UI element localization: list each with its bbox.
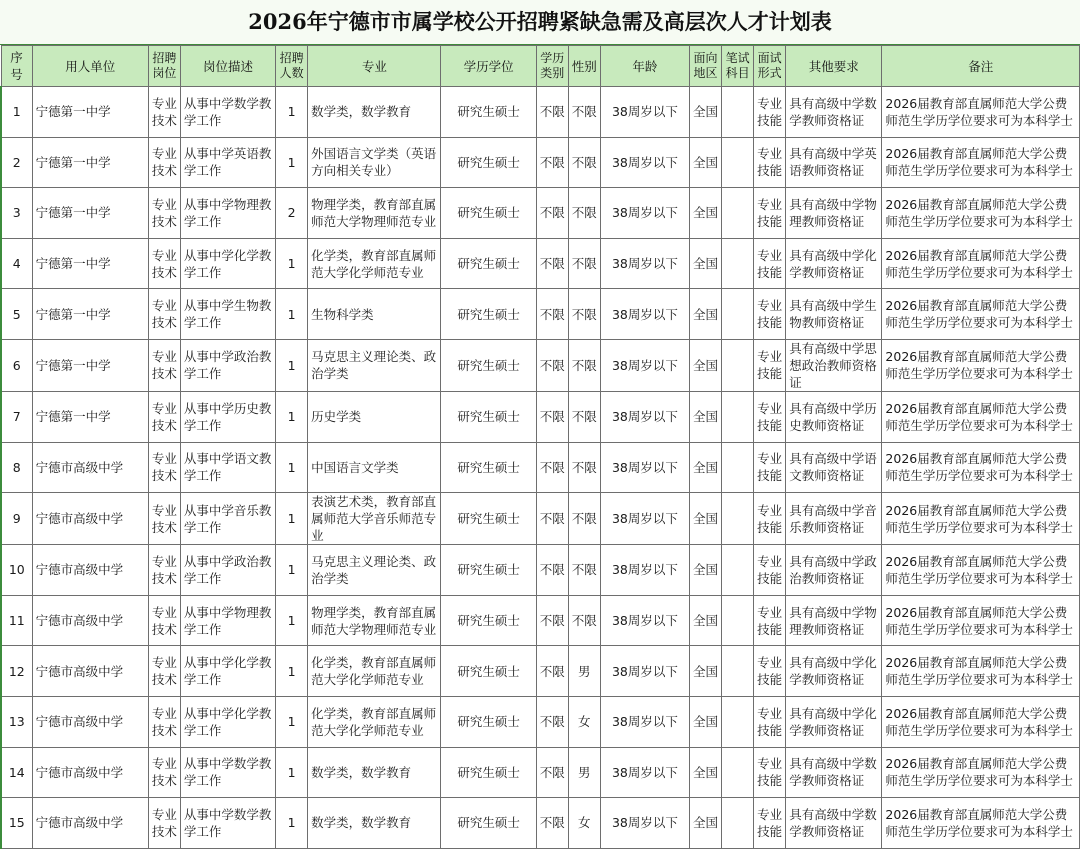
degree-category-cell: 不限 — [536, 493, 568, 545]
other-requirements-cell: 具有高级中学物理教师资格证 — [786, 188, 882, 239]
remarks-cell: 2026届教育部直属师范大学公费师范生学历学位要求可为本科学士 — [882, 595, 1080, 646]
age-cell: 38周岁以下 — [600, 238, 689, 289]
header-cell: 序号 — [1, 46, 32, 87]
major-cell: 表演艺术类，教育部直属师范大学音乐师范专业 — [308, 493, 441, 545]
interview-type-cell: 专业技能 — [754, 238, 786, 289]
gender-cell: 不限 — [568, 493, 600, 545]
age-cell: 38周岁以下 — [600, 493, 689, 545]
employer-cell: 宁德第一中学 — [32, 188, 148, 239]
interview-type-cell: 专业技能 — [754, 391, 786, 442]
headcount-cell: 1 — [276, 646, 308, 697]
remarks-cell: 2026届教育部直属师范大学公费师范生学历学位要求可为本科学士 — [882, 87, 1080, 138]
region-cell: 全国 — [690, 798, 722, 849]
gender-cell: 不限 — [568, 289, 600, 340]
age-cell: 38周岁以下 — [600, 747, 689, 798]
age-cell: 38周岁以下 — [600, 339, 689, 391]
header-cell: 其他要求 — [786, 46, 882, 87]
gender-cell: 不限 — [568, 391, 600, 442]
region-cell: 全国 — [690, 339, 722, 391]
degree-category-cell: 不限 — [536, 696, 568, 747]
post-type-cell: 专业技术 — [148, 339, 180, 391]
header-cell: 学历类别 — [536, 46, 568, 87]
headcount-cell: 1 — [276, 87, 308, 138]
header-cell: 面向地区 — [690, 46, 722, 87]
row-number-cell: 2 — [1, 137, 32, 188]
table-row — [1, 391, 1080, 442]
post-type-cell: 专业技术 — [148, 188, 180, 239]
major-cell: 数学类，数学教育 — [308, 747, 441, 798]
region-cell: 全国 — [690, 747, 722, 798]
degree-cell: 研究生硕士 — [441, 595, 536, 646]
row-number-cell: 3 — [1, 188, 32, 239]
major-cell: 物理学类，教育部直属师范大学物理师范专业 — [308, 188, 441, 239]
headcount-cell: 1 — [276, 289, 308, 340]
post-type-cell: 专业技术 — [148, 87, 180, 138]
interview-type-cell: 专业技能 — [754, 289, 786, 340]
row-number-cell: 1 — [1, 87, 32, 138]
post-description-cell: 从事中学化学教学工作 — [180, 696, 275, 747]
gender-cell: 女 — [568, 696, 600, 747]
interview-type-cell: 专业技能 — [754, 339, 786, 391]
post-type-cell: 专业技术 — [148, 545, 180, 596]
post-description-cell: 从事中学音乐教学工作 — [180, 493, 275, 545]
major-cell: 中国语言文学类 — [308, 442, 441, 493]
region-cell: 全国 — [690, 595, 722, 646]
remarks-cell: 2026届教育部直属师范大学公费师范生学历学位要求可为本科学士 — [882, 339, 1080, 391]
post-type-cell: 专业技术 — [148, 798, 180, 849]
row-number-cell: 9 — [1, 493, 32, 545]
post-description-cell: 从事中学物理教学工作 — [180, 188, 275, 239]
age-cell: 38周岁以下 — [600, 442, 689, 493]
remarks-cell: 2026届教育部直属师范大学公费师范生学历学位要求可为本科学士 — [882, 493, 1080, 545]
gender-cell: 不限 — [568, 238, 600, 289]
major-cell: 外国语言文学类（英语方向相关专业） — [308, 137, 441, 188]
post-description-cell: 从事中学物理教学工作 — [180, 595, 275, 646]
post-description-cell: 从事中学化学教学工作 — [180, 646, 275, 697]
remarks-cell: 2026届教育部直属师范大学公费师范生学历学位要求可为本科学士 — [882, 289, 1080, 340]
employer-cell: 宁德市高级中学 — [32, 798, 148, 849]
employer-cell: 宁德第一中学 — [32, 238, 148, 289]
written-subject-cell — [722, 442, 754, 493]
region-cell: 全国 — [690, 696, 722, 747]
interview-type-cell: 专业技能 — [754, 747, 786, 798]
row-number-cell: 15 — [1, 798, 32, 849]
other-requirements-cell: 具有高级中学数学教师资格证 — [786, 87, 882, 138]
table-row — [1, 442, 1080, 493]
written-subject-cell — [722, 545, 754, 596]
degree-cell: 研究生硕士 — [441, 493, 536, 545]
region-cell: 全国 — [690, 545, 722, 596]
interview-type-cell: 专业技能 — [754, 493, 786, 545]
row-number-cell: 14 — [1, 747, 32, 798]
degree-category-cell: 不限 — [536, 595, 568, 646]
headcount-cell: 1 — [276, 595, 308, 646]
degree-cell: 研究生硕士 — [441, 798, 536, 849]
table-row — [1, 289, 1080, 340]
remarks-cell: 2026届教育部直属师范大学公费师范生学历学位要求可为本科学士 — [882, 696, 1080, 747]
written-subject-cell — [722, 646, 754, 697]
remarks-cell: 2026届教育部直属师范大学公费师范生学历学位要求可为本科学士 — [882, 442, 1080, 493]
degree-cell: 研究生硕士 — [441, 339, 536, 391]
remarks-cell: 2026届教育部直属师范大学公费师范生学历学位要求可为本科学士 — [882, 137, 1080, 188]
interview-type-cell: 专业技能 — [754, 798, 786, 849]
employer-cell: 宁德市高级中学 — [32, 442, 148, 493]
major-cell: 化学类，教育部直属师范大学化学师范专业 — [308, 238, 441, 289]
other-requirements-cell: 具有高级中学化学教师资格证 — [786, 646, 882, 697]
post-description-cell: 从事中学生物教学工作 — [180, 289, 275, 340]
sheet-title: 2026年宁德市市属学校公开招聘紧缺急需及高层次人才计划表 — [0, 0, 1080, 45]
region-cell: 全国 — [690, 493, 722, 545]
degree-category-cell: 不限 — [536, 188, 568, 239]
header-row — [1, 46, 1080, 87]
written-subject-cell — [722, 595, 754, 646]
post-type-cell: 专业技术 — [148, 747, 180, 798]
other-requirements-cell: 具有高级中学音乐教师资格证 — [786, 493, 882, 545]
table-row — [1, 188, 1080, 239]
row-number-cell: 11 — [1, 595, 32, 646]
major-cell: 马克思主义理论类、政治学类 — [308, 545, 441, 596]
employer-cell: 宁德市高级中学 — [32, 545, 148, 596]
header-cell: 用人单位 — [32, 46, 148, 87]
gender-cell: 女 — [568, 798, 600, 849]
other-requirements-cell: 具有高级中学数学教师资格证 — [786, 798, 882, 849]
table-row — [1, 493, 1080, 545]
degree-category-cell: 不限 — [536, 238, 568, 289]
other-requirements-cell: 具有高级中学政治教师资格证 — [786, 545, 882, 596]
written-subject-cell — [722, 339, 754, 391]
remarks-cell: 2026届教育部直属师范大学公费师范生学历学位要求可为本科学士 — [882, 646, 1080, 697]
header-cell: 招聘岗位 — [148, 46, 180, 87]
region-cell: 全国 — [690, 238, 722, 289]
gender-cell: 男 — [568, 747, 600, 798]
header-cell: 性别 — [568, 46, 600, 87]
gender-cell: 不限 — [568, 595, 600, 646]
written-subject-cell — [722, 747, 754, 798]
written-subject-cell — [722, 289, 754, 340]
written-subject-cell — [722, 188, 754, 239]
row-number-cell: 10 — [1, 545, 32, 596]
degree-category-cell: 不限 — [536, 442, 568, 493]
degree-cell: 研究生硕士 — [441, 188, 536, 239]
employer-cell: 宁德市高级中学 — [32, 747, 148, 798]
employer-cell: 宁德第一中学 — [32, 391, 148, 442]
headcount-cell: 1 — [276, 391, 308, 442]
degree-cell: 研究生硕士 — [441, 238, 536, 289]
written-subject-cell — [722, 391, 754, 442]
degree-cell: 研究生硕士 — [441, 391, 536, 442]
post-type-cell: 专业技术 — [148, 595, 180, 646]
written-subject-cell — [722, 696, 754, 747]
remarks-cell: 2026届教育部直属师范大学公费师范生学历学位要求可为本科学士 — [882, 188, 1080, 239]
header-cell: 岗位描述 — [180, 46, 275, 87]
employer-cell: 宁德第一中学 — [32, 289, 148, 340]
region-cell: 全国 — [690, 289, 722, 340]
interview-type-cell: 专业技能 — [754, 87, 786, 138]
major-cell: 数学类，数学教育 — [308, 798, 441, 849]
headcount-cell: 1 — [276, 696, 308, 747]
headcount-cell: 1 — [276, 238, 308, 289]
region-cell: 全国 — [690, 87, 722, 138]
headcount-cell: 1 — [276, 747, 308, 798]
interview-type-cell: 专业技能 — [754, 442, 786, 493]
interview-type-cell: 专业技能 — [754, 696, 786, 747]
table-row — [1, 798, 1080, 849]
degree-cell: 研究生硕士 — [441, 646, 536, 697]
post-description-cell: 从事中学数学教学工作 — [180, 798, 275, 849]
headcount-cell: 2 — [276, 188, 308, 239]
major-cell: 化学类，教育部直属师范大学化学师范专业 — [308, 646, 441, 697]
other-requirements-cell: 具有高级中学历史教师资格证 — [786, 391, 882, 442]
table-row — [1, 646, 1080, 697]
headcount-cell: 1 — [276, 137, 308, 188]
post-type-cell: 专业技术 — [148, 442, 180, 493]
remarks-cell: 2026届教育部直属师范大学公费师范生学历学位要求可为本科学士 — [882, 798, 1080, 849]
age-cell: 38周岁以下 — [600, 289, 689, 340]
employer-cell: 宁德市高级中学 — [32, 595, 148, 646]
headcount-cell: 1 — [276, 442, 308, 493]
degree-category-cell: 不限 — [536, 747, 568, 798]
table-row — [1, 696, 1080, 747]
degree-category-cell: 不限 — [536, 339, 568, 391]
age-cell: 38周岁以下 — [600, 87, 689, 138]
region-cell: 全国 — [690, 442, 722, 493]
age-cell: 38周岁以下 — [600, 391, 689, 442]
gender-cell: 不限 — [568, 339, 600, 391]
degree-category-cell: 不限 — [536, 646, 568, 697]
headcount-cell: 1 — [276, 493, 308, 545]
header-cell: 备注 — [882, 46, 1080, 87]
post-description-cell: 从事中学政治教学工作 — [180, 339, 275, 391]
post-description-cell: 从事中学数学教学工作 — [180, 87, 275, 138]
interview-type-cell: 专业技能 — [754, 646, 786, 697]
table-row — [1, 137, 1080, 188]
gender-cell: 不限 — [568, 87, 600, 138]
headcount-cell: 1 — [276, 339, 308, 391]
header-cell: 笔试科目 — [722, 46, 754, 87]
other-requirements-cell: 具有高级中学数学教师资格证 — [786, 747, 882, 798]
written-subject-cell — [722, 137, 754, 188]
row-number-cell: 8 — [1, 442, 32, 493]
post-description-cell: 从事中学英语教学工作 — [180, 137, 275, 188]
post-type-cell: 专业技术 — [148, 696, 180, 747]
header-cell: 面试形式 — [754, 46, 786, 87]
region-cell: 全国 — [690, 137, 722, 188]
header-cell: 专业 — [308, 46, 441, 87]
age-cell: 38周岁以下 — [600, 545, 689, 596]
header-cell: 招聘人数 — [276, 46, 308, 87]
employer-cell: 宁德第一中学 — [32, 339, 148, 391]
header-cell: 学历学位 — [441, 46, 536, 87]
written-subject-cell — [722, 493, 754, 545]
other-requirements-cell: 具有高级中学语文教师资格证 — [786, 442, 882, 493]
degree-cell: 研究生硕士 — [441, 747, 536, 798]
degree-cell: 研究生硕士 — [441, 289, 536, 340]
remarks-cell: 2026届教育部直属师范大学公费师范生学历学位要求可为本科学士 — [882, 238, 1080, 289]
post-description-cell: 从事中学数学教学工作 — [180, 747, 275, 798]
interview-type-cell: 专业技能 — [754, 137, 786, 188]
major-cell: 马克思主义理论类、政治学类 — [308, 339, 441, 391]
post-type-cell: 专业技术 — [148, 646, 180, 697]
region-cell: 全国 — [690, 646, 722, 697]
post-description-cell: 从事中学历史教学工作 — [180, 391, 275, 442]
other-requirements-cell: 具有高级中学生物教师资格证 — [786, 289, 882, 340]
other-requirements-cell: 具有高级中学思想政治教师资格证 — [786, 339, 882, 391]
degree-cell: 研究生硕士 — [441, 545, 536, 596]
major-cell: 历史学类 — [308, 391, 441, 442]
post-description-cell: 从事中学化学教学工作 — [180, 238, 275, 289]
post-type-cell: 专业技术 — [148, 137, 180, 188]
table-row — [1, 339, 1080, 391]
degree-category-cell: 不限 — [536, 137, 568, 188]
gender-cell: 不限 — [568, 188, 600, 239]
remarks-cell: 2026届教育部直属师范大学公费师范生学历学位要求可为本科学士 — [882, 747, 1080, 798]
table-body — [1, 87, 1080, 849]
other-requirements-cell: 具有高级中学化学教师资格证 — [786, 238, 882, 289]
employer-cell: 宁德第一中学 — [32, 87, 148, 138]
row-number-cell: 5 — [1, 289, 32, 340]
degree-category-cell: 不限 — [536, 798, 568, 849]
degree-cell: 研究生硕士 — [441, 137, 536, 188]
header-cell: 年龄 — [600, 46, 689, 87]
recruitment-table — [0, 45, 1080, 849]
headcount-cell: 1 — [276, 545, 308, 596]
age-cell: 38周岁以下 — [600, 188, 689, 239]
row-number-cell: 7 — [1, 391, 32, 442]
written-subject-cell — [722, 798, 754, 849]
employer-cell: 宁德第一中学 — [32, 137, 148, 188]
age-cell: 38周岁以下 — [600, 798, 689, 849]
interview-type-cell: 专业技能 — [754, 595, 786, 646]
major-cell: 物理学类，教育部直属师范大学物理师范专业 — [308, 595, 441, 646]
remarks-cell: 2026届教育部直属师范大学公费师范生学历学位要求可为本科学士 — [882, 391, 1080, 442]
degree-category-cell: 不限 — [536, 391, 568, 442]
degree-category-cell: 不限 — [536, 289, 568, 340]
table-row — [1, 238, 1080, 289]
other-requirements-cell: 具有高级中学化学教师资格证 — [786, 696, 882, 747]
table-row — [1, 87, 1080, 138]
degree-cell: 研究生硕士 — [441, 442, 536, 493]
row-number-cell: 6 — [1, 339, 32, 391]
major-cell: 数学类，数学教育 — [308, 87, 441, 138]
employer-cell: 宁德市高级中学 — [32, 493, 148, 545]
row-number-cell: 13 — [1, 696, 32, 747]
interview-type-cell: 专业技能 — [754, 545, 786, 596]
table-row — [1, 747, 1080, 798]
remarks-cell: 2026届教育部直属师范大学公费师范生学历学位要求可为本科学士 — [882, 545, 1080, 596]
other-requirements-cell: 具有高级中学英语教师资格证 — [786, 137, 882, 188]
other-requirements-cell: 具有高级中学物理教师资格证 — [786, 595, 882, 646]
post-description-cell: 从事中学语文教学工作 — [180, 442, 275, 493]
post-type-cell: 专业技术 — [148, 493, 180, 545]
interview-type-cell: 专业技能 — [754, 188, 786, 239]
row-number-cell: 4 — [1, 238, 32, 289]
employer-cell: 宁德市高级中学 — [32, 646, 148, 697]
row-number-cell: 12 — [1, 646, 32, 697]
age-cell: 38周岁以下 — [600, 595, 689, 646]
table-row — [1, 595, 1080, 646]
degree-category-cell: 不限 — [536, 87, 568, 138]
major-cell: 化学类，教育部直属师范大学化学师范专业 — [308, 696, 441, 747]
gender-cell: 男 — [568, 646, 600, 697]
degree-cell: 研究生硕士 — [441, 87, 536, 138]
major-cell: 生物科学类 — [308, 289, 441, 340]
region-cell: 全国 — [690, 391, 722, 442]
post-type-cell: 专业技术 — [148, 289, 180, 340]
gender-cell: 不限 — [568, 442, 600, 493]
age-cell: 38周岁以下 — [600, 137, 689, 188]
post-description-cell: 从事中学政治教学工作 — [180, 545, 275, 596]
written-subject-cell — [722, 238, 754, 289]
age-cell: 38周岁以下 — [600, 696, 689, 747]
degree-category-cell: 不限 — [536, 545, 568, 596]
post-type-cell: 专业技术 — [148, 238, 180, 289]
gender-cell: 不限 — [568, 545, 600, 596]
degree-cell: 研究生硕士 — [441, 696, 536, 747]
region-cell: 全国 — [690, 188, 722, 239]
headcount-cell: 1 — [276, 798, 308, 849]
written-subject-cell — [722, 87, 754, 138]
age-cell: 38周岁以下 — [600, 646, 689, 697]
employer-cell: 宁德市高级中学 — [32, 696, 148, 747]
post-type-cell: 专业技术 — [148, 391, 180, 442]
gender-cell: 不限 — [568, 137, 600, 188]
table-row — [1, 545, 1080, 596]
